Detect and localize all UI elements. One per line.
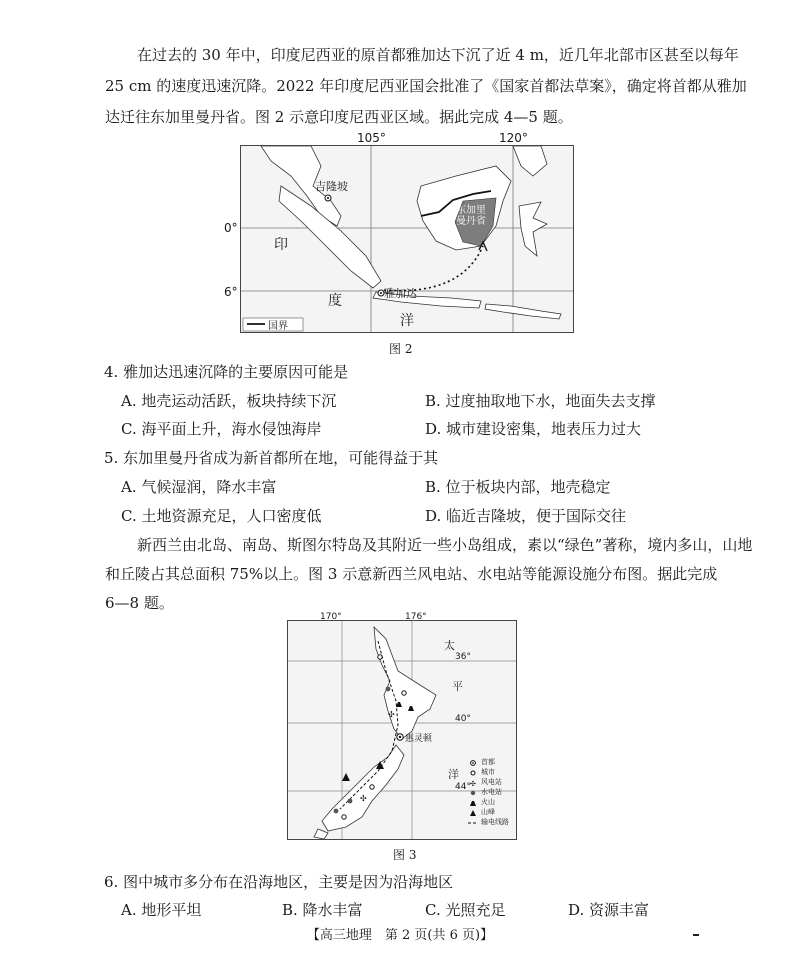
passage1-line1: 在过去的 30 年中，印度尼西亚的原首都雅加达下沉了近 4 m，近几年北部市区甚至以每年 bbox=[137, 46, 739, 64]
map2-ocean-char-1: 太 bbox=[444, 639, 455, 652]
map1-graphic bbox=[241, 146, 573, 332]
svg-text:✣: ✣ bbox=[360, 794, 367, 803]
map2-legend-hydro: 水电站 bbox=[481, 788, 502, 796]
q6-option-d: D. 资源丰富 bbox=[568, 901, 650, 919]
passage2-line3: 6—8 题。 bbox=[105, 594, 174, 612]
svg-text:✣: ✣ bbox=[470, 780, 476, 788]
map1-frame bbox=[240, 145, 574, 333]
q5-option-d: D. 临近吉隆坡，便于国际交往 bbox=[425, 507, 627, 525]
q4-option-a: A. 地壳运动活跃，板块持续下沉 bbox=[121, 392, 337, 410]
map1-city-kuala-lumpur: 吉隆坡 bbox=[315, 180, 348, 193]
q4-option-d: D. 城市建设密集，地表压力过大 bbox=[425, 420, 642, 438]
map1-caption: 图 2 bbox=[389, 342, 413, 356]
map1-legend-border: 国界 bbox=[268, 321, 288, 332]
q5-option-a: A. 气候湿润，降水丰富 bbox=[121, 478, 277, 496]
map2-lon-170: 170° bbox=[320, 612, 342, 622]
map1-ocean-char-3: 洋 bbox=[400, 313, 414, 329]
map2-lat-40: 40° bbox=[455, 714, 471, 724]
map2-lat-44: 44° bbox=[455, 782, 471, 792]
map2-ocean-char-2: 平 bbox=[452, 680, 463, 693]
map1-lat-0: 0° bbox=[224, 221, 238, 235]
page-footer: 【高三地理 第 2 页(共 6 页)】 bbox=[306, 928, 494, 943]
q6-stem: 6. 图中城市多分布在沿海地区，主要是因为沿海地区 bbox=[104, 873, 454, 891]
q5-option-c: C. 土地资源充足，人口密度低 bbox=[121, 507, 322, 525]
passage2-line2: 和丘陵占其总面积 75%以上。图 3 示意新西兰风电站、水电站等能源设施分布图。据此完成 bbox=[105, 565, 718, 583]
map1-region-east-kalimantan: 东加里曼丹省 bbox=[456, 205, 486, 227]
q6-option-b: B. 降水丰富 bbox=[282, 901, 363, 919]
q5-stem: 5. 东加里曼丹省成为新首都所在地，可能得益于其 bbox=[104, 449, 439, 467]
map1-lon-120: 120° bbox=[499, 131, 528, 145]
svg-text:✣: ✣ bbox=[388, 710, 395, 719]
map2-legend-wind: 风电站 bbox=[481, 778, 502, 786]
map2-lat-36: 36° bbox=[455, 652, 471, 662]
passage2-line1: 新西兰由北岛、南岛、斯图尔特岛及其附近一些小岛组成，素以“绿色”著称，境内多山，山地 bbox=[137, 536, 753, 554]
passage1-line2: 25 cm 的速度迅速沉降。2022 年印度尼西亚国会批准了《国家首都法草案》，确定将首都从雅加 bbox=[105, 77, 747, 95]
map2-lon-176: 176° bbox=[405, 612, 427, 622]
map2-ocean-char-3: 洋 bbox=[448, 768, 459, 781]
map2-legend-volcano: 火山 bbox=[481, 798, 495, 806]
q4-stem: 4. 雅加达迅速沉降的主要原因可能是 bbox=[104, 363, 349, 381]
map1-ocean-char-2: 度 bbox=[328, 293, 342, 309]
map2-city-wellington: 惠灵顿 bbox=[405, 734, 433, 744]
map1-lon-105: 105° bbox=[357, 131, 386, 145]
map2-legend-transmission: 输电线路 bbox=[481, 818, 509, 826]
map2-legend-city: 城市 bbox=[481, 768, 495, 776]
map2-caption: 图 3 bbox=[393, 848, 417, 862]
passage1-line3: 达迁往东加里曼丹省。图 2 示意印度尼西亚区域。据此完成 4—5 题。 bbox=[105, 108, 573, 126]
q5-option-b: B. 位于板块内部，地壳稳定 bbox=[425, 478, 611, 496]
map1-lat-6: 6° bbox=[224, 285, 238, 299]
q6-option-a: A. 地形平坦 bbox=[121, 901, 202, 919]
q4-option-b: B. 过度抽取地下水，地面失去支撑 bbox=[425, 392, 656, 410]
map2-legend-peak: 山峰 bbox=[481, 808, 495, 816]
map1-ocean-char-1: 印 bbox=[274, 237, 288, 253]
q6-option-c: C. 光照充足 bbox=[425, 901, 506, 919]
map2-legend-capital: 首都 bbox=[481, 758, 495, 766]
page-mark bbox=[693, 934, 699, 936]
q4-option-c: C. 海平面上升，海水侵蚀海岸 bbox=[121, 420, 322, 438]
map1-city-jakarta: 雅加达 bbox=[384, 287, 417, 300]
